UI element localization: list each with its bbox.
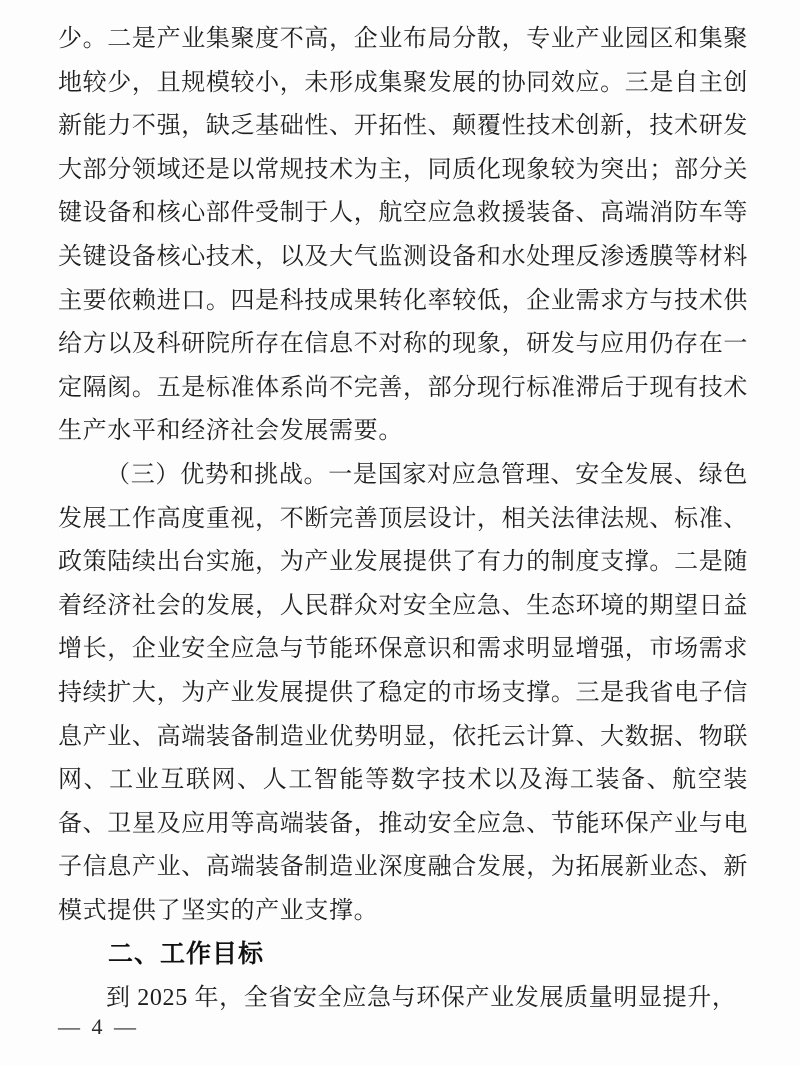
section-heading-work-goals: 二、工作目标 <box>108 940 265 969</box>
paragraph-industry-problems: 少。二是产业集聚度不高，企业布局分散，专业产业园区和集聚地较少，且规模较小，未形成集聚发展的协同效应。三是自主创新能力不强，缺乏基础性、开拓性、颠覆性技术创新，技术研发大部分领域还是以常规技术为主，同质化现象较为突出；部分关键设备和核心部件受制于人，航空应急救援装备、高端消防车等关键设备核心技术，以及大气监测设备和水处理反渗透膜等材料主要依赖进口。四是科技成果转化率较低，企业需求方与技术供给方以及科研院所存在信息不对称的现象，研发与应用仍存在一定隔阂。五是标准体系尚不完善，部分现行标准滞后于现有技术生产水平和经济社会发展需要。 <box>58 26 748 445</box>
page-number: — 4 — <box>58 1014 139 1039</box>
paragraph-advantages-and-challenges: （三）优势和挑战。一是国家对应急管理、安全发展、绿色发展工作高度重视，不断完善顶层设计，相关法律法规、标准、政策陆续出台实施，为产业发展提供了有力的制度支撑。二是随着经济社会的发展，人民群众对安全应急、生态环境的期望日益增长，企业安全应急与节能环保意识和需求明显增强，市场需求持续扩大，为产业发展提供了稳定的市场支撑。三是我省电子信息产业、高端装备制造业优势明显，依托云计算、大数据、物联网、工业互联网、人工智能等数字技术以及海工装备、航空装备、卫星及应用等高端装备，推动安全应急、节能环保产业与电子信息产业、高端装备制造业深度融合发展，为拓展新业态、新模式提供了坚实的产业支撑。 <box>58 461 748 924</box>
document-body <box>58 18 748 1021</box>
paragraph-2025-goal: 到 2025 年，全省安全应急与环保产业发展质量明显提升， <box>106 985 737 1012</box>
